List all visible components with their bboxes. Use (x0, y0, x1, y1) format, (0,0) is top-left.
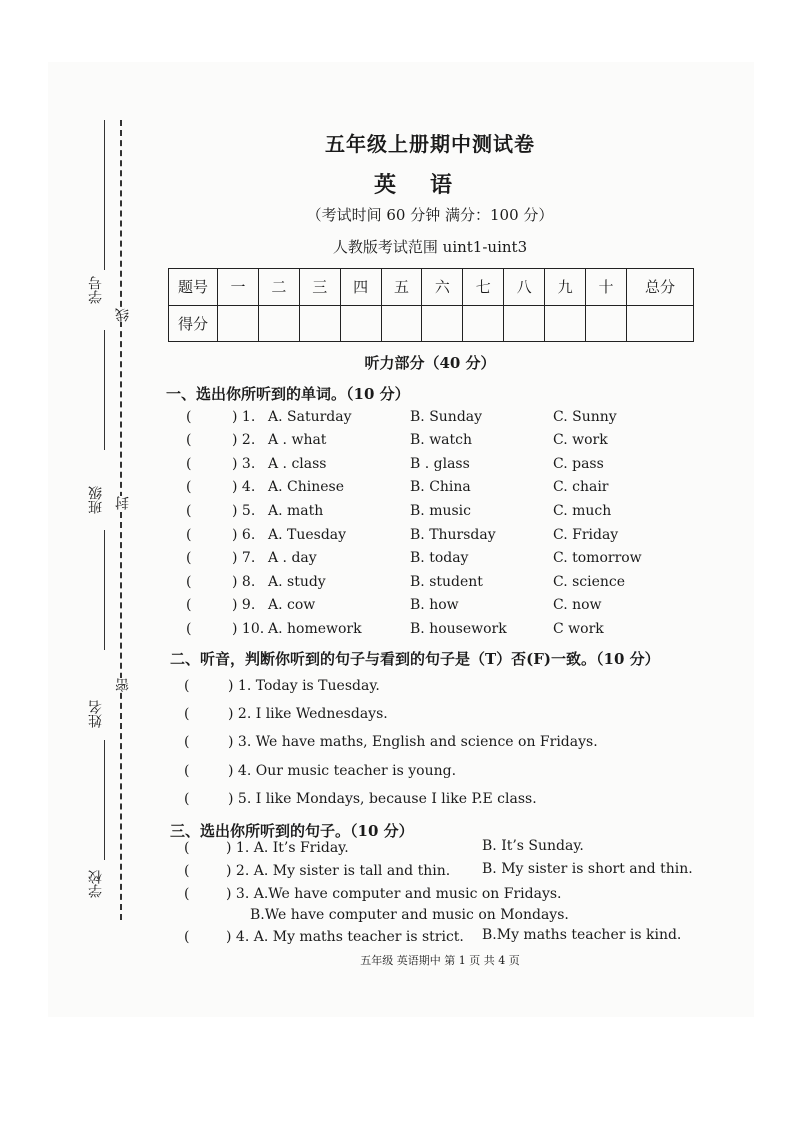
part1-heading: 一、选出你所听到的单词。（10 分） (166, 385, 410, 403)
option-c: C. now (553, 597, 602, 613)
school-blank (104, 740, 105, 860)
option-c: C. much (553, 503, 612, 519)
option-a: A . day (268, 550, 317, 566)
score-cell: 总分 (627, 269, 694, 306)
sentence-option-a: ) 3. A.We have computer and music on Fridays. (226, 886, 562, 902)
sentence-option-a: ) 2. A. My sister is tall and thin. (226, 863, 451, 879)
score-cell: 四 (340, 269, 381, 306)
option-b: B. student (410, 574, 483, 590)
score-cell: 九 (545, 269, 586, 306)
answer-paren[interactable]: ( (186, 550, 192, 566)
option-b: B. China (410, 479, 471, 495)
item-number: ) 9. (232, 597, 256, 613)
option-b: B. watch (410, 432, 473, 448)
answer-paren[interactable]: ( (186, 597, 192, 613)
score-cell: 八 (504, 269, 545, 306)
judgement-sentence: ) 5. I like Mondays, because I like P.E class. (228, 791, 537, 807)
judgement-sentence: ) 3. We have maths, English and science on Fridays. (228, 734, 598, 750)
subject-title: 英语 (373, 172, 486, 198)
exam-title: 五年级上册期中测试卷 (325, 132, 535, 156)
answer-paren[interactable]: ( (184, 791, 190, 807)
option-b: B. Thursday (410, 527, 496, 543)
exam-scope: 人教版考试范围 uint1-uint3 (332, 238, 528, 256)
option-a: A. math (268, 503, 324, 519)
answer-paren[interactable]: ( (184, 734, 190, 750)
score-input-cell[interactable] (258, 305, 299, 342)
option-b: B. music (410, 503, 471, 519)
item-number: ) 8. (232, 574, 256, 590)
option-a: A. cow (268, 597, 316, 613)
option-b: B. housework (410, 621, 507, 637)
score-cell: 五 (381, 269, 422, 306)
option-c: C. work (553, 432, 608, 448)
option-a: A. Saturday (268, 409, 352, 425)
class-label: 班级 (88, 486, 104, 514)
exam-info: （考试时间 60 分钟 满分：100 分） (306, 206, 554, 224)
option-a: A. study (268, 574, 326, 590)
score-cell: 六 (422, 269, 463, 306)
option-c: C. science (553, 574, 626, 590)
sentence-option-b: B. My sister is short and thin. (482, 861, 693, 877)
answer-paren[interactable]: ( (186, 503, 192, 519)
item-number: ) 2. (232, 432, 256, 448)
option-a: A. Tuesday (268, 527, 347, 543)
option-b: B. Sunday (410, 409, 483, 425)
seal-mark-seal: 封 (115, 496, 131, 510)
answer-paren[interactable]: ( (186, 574, 192, 590)
score-input-cell[interactable] (218, 305, 259, 342)
answer-paren[interactable]: ( (184, 678, 190, 694)
judgement-sentence: ) 4. Our music teacher is young. (228, 763, 457, 779)
score-table-header-row (169, 269, 694, 306)
item-number: ) 4. (232, 479, 256, 495)
name-blank (104, 530, 105, 650)
option-a: A . class (268, 456, 327, 472)
option-c: C. Friday (553, 527, 619, 543)
score-row-label: 得分 (169, 305, 218, 342)
option-c: C. pass (553, 456, 604, 472)
answer-paren[interactable]: ( (186, 456, 192, 472)
answer-paren[interactable]: ( (184, 763, 190, 779)
option-b: B . glass (410, 456, 470, 472)
answer-paren[interactable]: ( (186, 527, 192, 543)
score-input-cell[interactable] (422, 305, 463, 342)
item-number: ) 1. (232, 409, 256, 425)
sentence-option-b: B.We have computer and music on Mondays. (250, 907, 569, 923)
answer-paren[interactable]: ( (184, 929, 190, 945)
part2-heading: 二、听音，判断你听到的句子与看到的句子是（T）否(F)一致。（10 分） (170, 650, 660, 668)
option-c: C. Sunny (553, 409, 617, 425)
name-label: 姓名 (88, 700, 104, 728)
score-table (168, 268, 694, 342)
school-label: 学校 (88, 870, 104, 898)
answer-paren[interactable]: ( (184, 706, 190, 722)
page-footer: 五年级 英语期中 第 1 页 共 4 页 (360, 954, 520, 967)
option-c: C. chair (553, 479, 609, 495)
score-input-cell[interactable] (340, 305, 381, 342)
sentence-option-b: B.My maths teacher is kind. (482, 927, 682, 943)
answer-paren[interactable]: ( (186, 409, 192, 425)
judgement-sentence: ) 2. I like Wednesdays. (228, 706, 388, 722)
option-b: B. how (410, 597, 459, 613)
option-a: A. homework (268, 621, 362, 637)
score-cell: 三 (299, 269, 340, 306)
score-cell: 二 (258, 269, 299, 306)
score-input-cell[interactable] (381, 305, 422, 342)
sentence-option-b: B. It’s Sunday. (482, 838, 584, 854)
answer-paren[interactable]: ( (184, 886, 190, 902)
listening-section-title: 听力部分（40 分） (364, 354, 496, 372)
score-input-cell[interactable] (504, 305, 545, 342)
seal-mark-line: 线 (115, 308, 131, 322)
score-input-cell[interactable] (463, 305, 504, 342)
student-id-label: 学号 (88, 276, 104, 304)
option-a: A. Chinese (268, 479, 344, 495)
item-number: ) 5. (232, 503, 256, 519)
sentence-option-a: ) 1. A. It’s Friday. (226, 840, 349, 856)
score-cell: 一 (218, 269, 259, 306)
judgement-sentence: ) 1. Today is Tuesday. (228, 678, 380, 694)
score-input-cell[interactable] (545, 305, 586, 342)
option-a: A . what (268, 432, 327, 448)
class-blank (104, 330, 105, 450)
option-c: C. tomorrow (553, 550, 642, 566)
score-cell: 题号 (169, 269, 218, 306)
answer-paren[interactable]: ( (186, 479, 192, 495)
sentence-option-a: ) 4. A. My maths teacher is strict. (226, 929, 464, 945)
item-number: ) 3. (232, 456, 256, 472)
answer-paren[interactable]: ( (184, 863, 190, 879)
item-number: ) 10. (232, 621, 265, 637)
part3-heading: 三、选出你所听到的句子。（10 分） (170, 822, 414, 840)
option-b: B. today (410, 550, 469, 566)
score-input-cell[interactable] (586, 305, 627, 342)
score-cell: 十 (586, 269, 627, 306)
score-input-cell[interactable] (627, 305, 694, 342)
answer-paren[interactable]: ( (184, 840, 190, 856)
option-c: C work (553, 621, 604, 637)
score-cell: 七 (463, 269, 504, 306)
answer-paren[interactable]: ( (186, 432, 192, 448)
score-input-cell[interactable] (299, 305, 340, 342)
answer-paren[interactable]: ( (186, 621, 192, 637)
score-table-score-row (169, 305, 694, 342)
seal-mark-secret: 密 (115, 678, 131, 692)
item-number: ) 6. (232, 527, 256, 543)
item-number: ) 7. (232, 550, 256, 566)
